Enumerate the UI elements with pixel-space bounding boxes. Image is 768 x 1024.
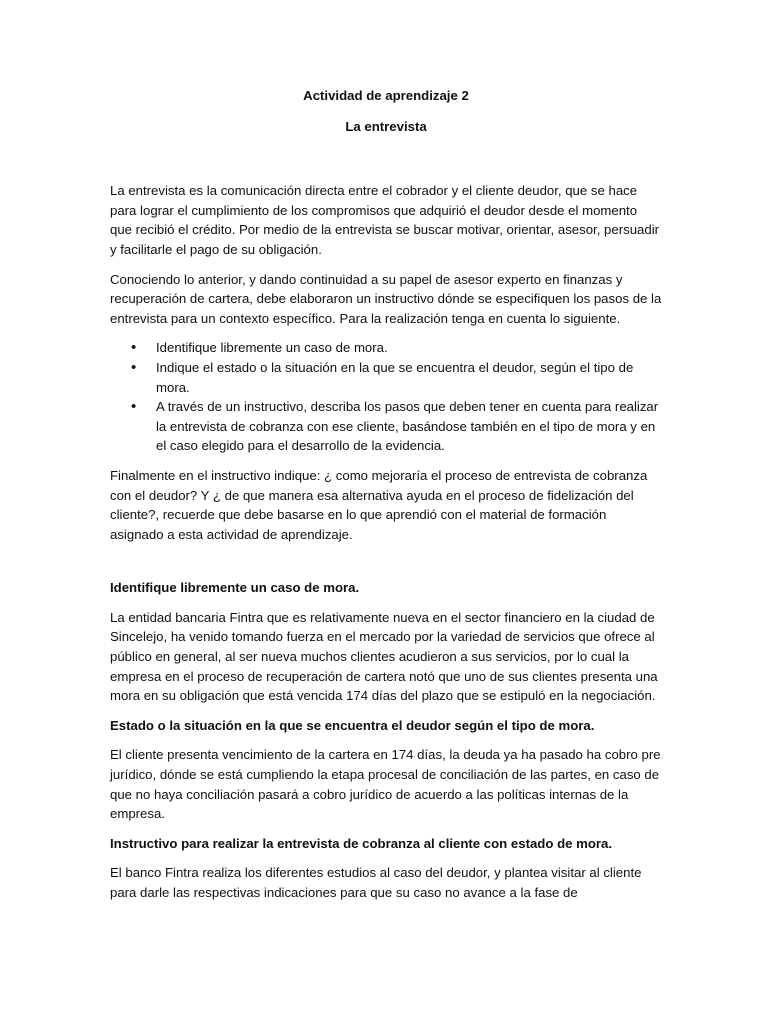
document-title: Actividad de aprendizaje 2 <box>303 88 469 103</box>
document-content <box>110 86 662 913</box>
document-subtitle: La entrevista <box>345 118 427 134</box>
section-body-status: El cliente presenta vencimiento de la cartera en 174 días, la deuda ya ha pasado ha cobro pre jurídico, dónde se está cumpliendo la etapa procesal de conciliación de las partes, en caso de que no haya conciliación pasará a cobro jurídico de acuerdo a las políticas internas de la empresa. <box>110 747 661 822</box>
intro-paragraph-1: La entrevista es la comunicación directa entre el cobrador y el cliente deudor, que se hace para lograr el cumplimiento de los compromisos que adquirió el deudor desde el momento que recibió el crédito. Por medio de la entrevista se buscar motivar, orientar, asesor, persuadir y facilitarle el pago de su obligación. <box>110 183 660 257</box>
bullet-item: • Indique el estado o la situación en la que se encuentra el deudor, según el tipo de mora. <box>156 358 662 397</box>
instructions-bullet-list <box>110 338 662 456</box>
section-body-case: La entidad bancaria Fintra que es relativamente nueva en el sector financiero en la ciudad de Sincelejo, ha venido tomando fuerza en el mercado por la variedad de servicios que ofrece al público en general, al ser nueva muchos clientes acudieron a sus servicios, por lo cual la empresa en el proceso de recuperación de cartera notó que uno de sus clientes presenta una mora en su obligación que está vencida 174 días del plazo que se estipuló en la negociación. <box>110 609 658 704</box>
section-spacer <box>110 554 662 578</box>
section-heading-instructive: Instructivo para realizar la entrevista de cobranza al cliente con estado de mora. <box>110 835 613 851</box>
bullet-item: • Identifique libremente un caso de mora. <box>156 338 662 358</box>
closing-paragraph: Finalmente en el instructivo indique: ¿ como mejoraría el proceso de entrevista de cobranza con el deudor? Y ¿ de que manera esa alternativa ayuda en el proceso de fidelización del cliente?, recuerde que debe basarse en lo que aprendió con el material de formación asignado a esta actividad de aprendizaje. <box>110 467 648 542</box>
section-body-instructive: El banco Fintra realiza los diferentes estudios al caso del deudor, y plantea visitar al cliente para darle las respectivas indicaciones para que su caso no avance a la fase de <box>110 865 642 900</box>
intro-paragraph-2: Conociendo lo anterior, y dando continuidad a su papel de asesor experto en finanzas y recuperación de cartera, debe elaboraron un instructivo dónde se especifiquen los pasos de la entrevista para un contexto específico. Para la realización tenga en cuenta lo siguiente. <box>110 271 662 326</box>
section-heading-status: Estado o la situación en la que se encuentra el deudor según el tipo de mora. <box>110 717 595 733</box>
bullet-item: • A través de un instructivo, describa los pasos que deben tener en cuenta para realizar la entrevista de cobranza con ese cliente, basándose también en el tipo de mora y en el caso elegido para el desarrollo de la evidencia. <box>156 397 662 456</box>
section-heading-case: Identifique libremente un caso de mora. <box>110 580 360 596</box>
